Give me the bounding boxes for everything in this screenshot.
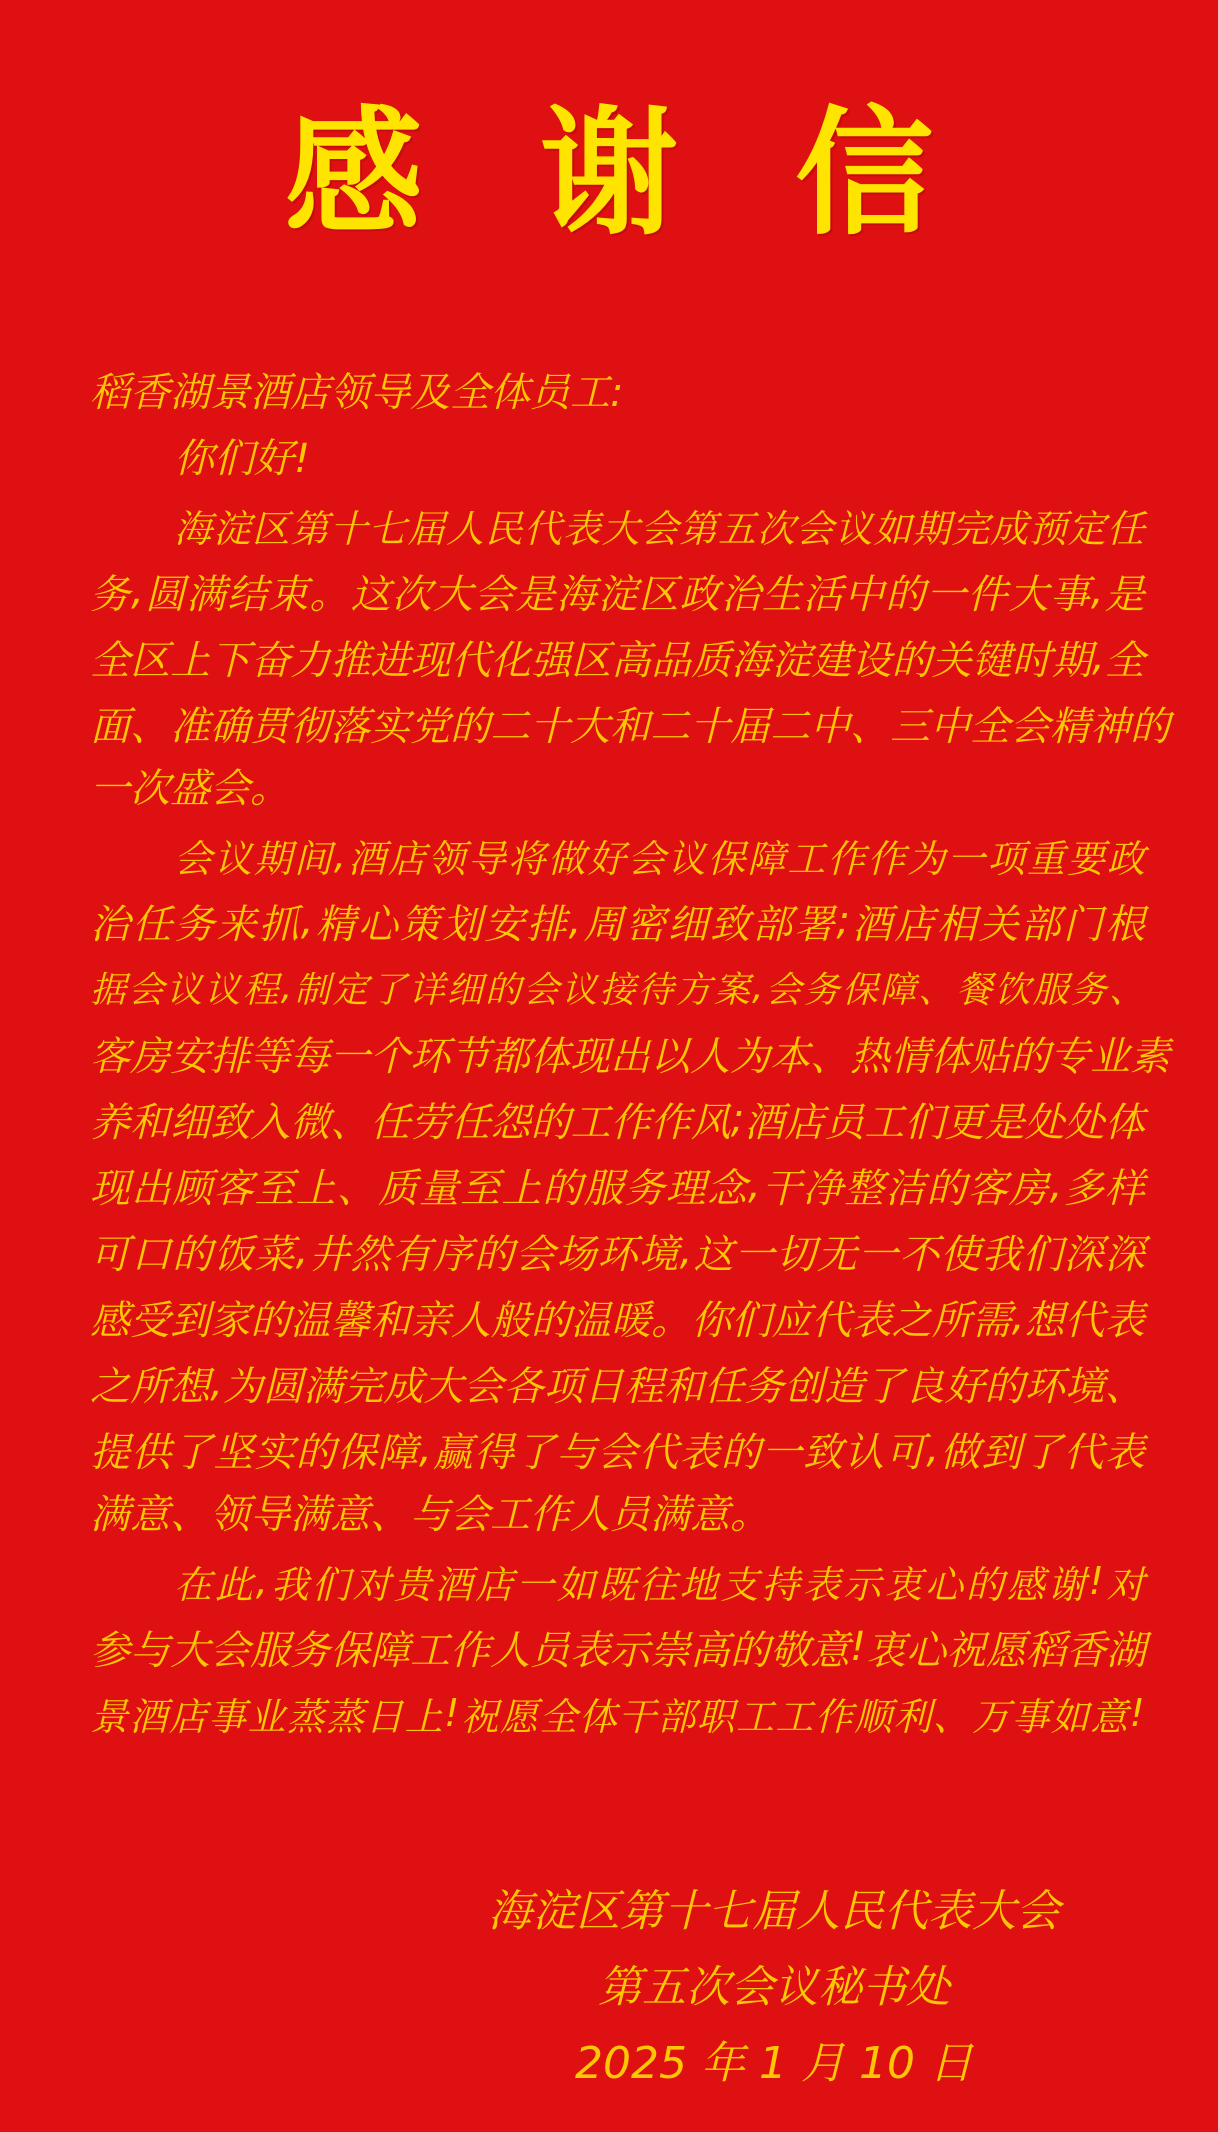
body-line: 在 此 , 我 们 对 贵 酒 店 一 如 既 往 地 支 持 表 示 衷 心 的 感 谢 ! 对 [174,1559,1145,1607]
signature-date: 2025 年 1 月 10 日 [575,2038,973,2089]
body-line: 提 供 了 坚 实 的 保 障 , 赢 得 了 与 会 代 表 的 一 致 认 可 , 做 到 了 代 表 [90,1426,1145,1476]
signature-org-line-2: 第五次会议秘书处 [598,1962,950,2013]
body-line: 全 区 上 下 奋 力 推 进 现 代 化 强 区 高 品 质 海 淀 建 设 的 关 键 时 期 , 全 [90,634,1145,684]
signature-org-line-1: 海淀区第十七届人民代表大会 [488,1886,1060,1937]
salutation-line: 稻香湖景酒店领导及全体员工: [90,370,624,416]
body-line: 据 会 议 议 程 , 制 定 了 详 细 的 会 议 接 待 方 案 , 会 务 保 障 、 餐 饮 服 务 、 [90,966,1145,1011]
body-line: 会 议 期 间 , 酒 店 领 导 将 做 好 会 议 保 障 工 作 作 为 一 项 重 要 政 [174,833,1145,881]
body-line: 现 出 顾 客 至 上 、 质 量 至 上 的 服 务 理 念 , 干 净 整 洁 的 客 房 , 多 样 [90,1162,1145,1212]
body-line: 一次盛会。 [90,766,290,812]
body-line: 海 淀 区 第 十 七 届 人 民 代 表 大 会 第 五 次 会 议 如 期 完 成 预 定 任 [174,506,1145,551]
body-line: 可 口 的 饭 菜 , 井 然 有 序 的 会 场 环 境 , 这 一 切 无 一 不 使 我 们 深 深 [90,1228,1145,1278]
body-line: 面 、 准 确 贯 彻 落 实 党 的 二 十 大 和 二 十 届 二 中 、 三 中 全 会 精 神 的 [90,703,1170,750]
letter-body [90,360,1170,1746]
signature-block [488,1874,1060,2102]
body-line: 之 所 想 , 为 圆 满 完 成 大 会 各 项 日 程 和 任 务 创 造 了 良 好 的 环 境 、 [90,1360,1145,1410]
body-line: 参 与 大 会 服 务 保 障 工 作 人 员 表 示 崇 高 的 敬 意 ! 衷 心 祝 愿 稻 香 湖 [90,1624,1147,1674]
body-line: 治 任 务 来 抓 , 精 心 策 划 安 排 , 周 密 细 致 部 署 ; 酒 店 相 关 部 门 根 [90,898,1145,948]
body-line: 养 和 细 致 入 微 、 任 劳 任 怨 的 工 作 作 风 ; 酒 店 员 工 们 更 是 处 处 体 [90,1096,1145,1146]
body-line: 满意、领导满意、与会工作人员满意。 [90,1492,770,1538]
body-line: 你们好! [174,436,311,482]
body-line: 感 受 到 家 的 温 馨 和 亲 人 般 的 温 暖 。 你 们 应 代 表 之 所 需 , 想 代 表 [90,1294,1145,1344]
body-line: 务 , 圆 满 结 束 。 这 次 大 会 是 海 淀 区 政 治 生 活 中 的 一 件 大 事 , 是 [90,568,1145,618]
letter-title: 感谢信 [284,93,1051,254]
body-line: 客 房 安 排 等 每 一 个 环 节 都 体 现 出 以 人 为 本 、 热 情 体 贴 的 专 业 素 [90,1033,1170,1080]
body-line: 景 酒 店 事 业 蒸 蒸 日 上 ! 祝 愿 全 体 干 部 职 工 工 作 顺 利 、 万 事 如 意 ! [90,1691,1145,1739]
